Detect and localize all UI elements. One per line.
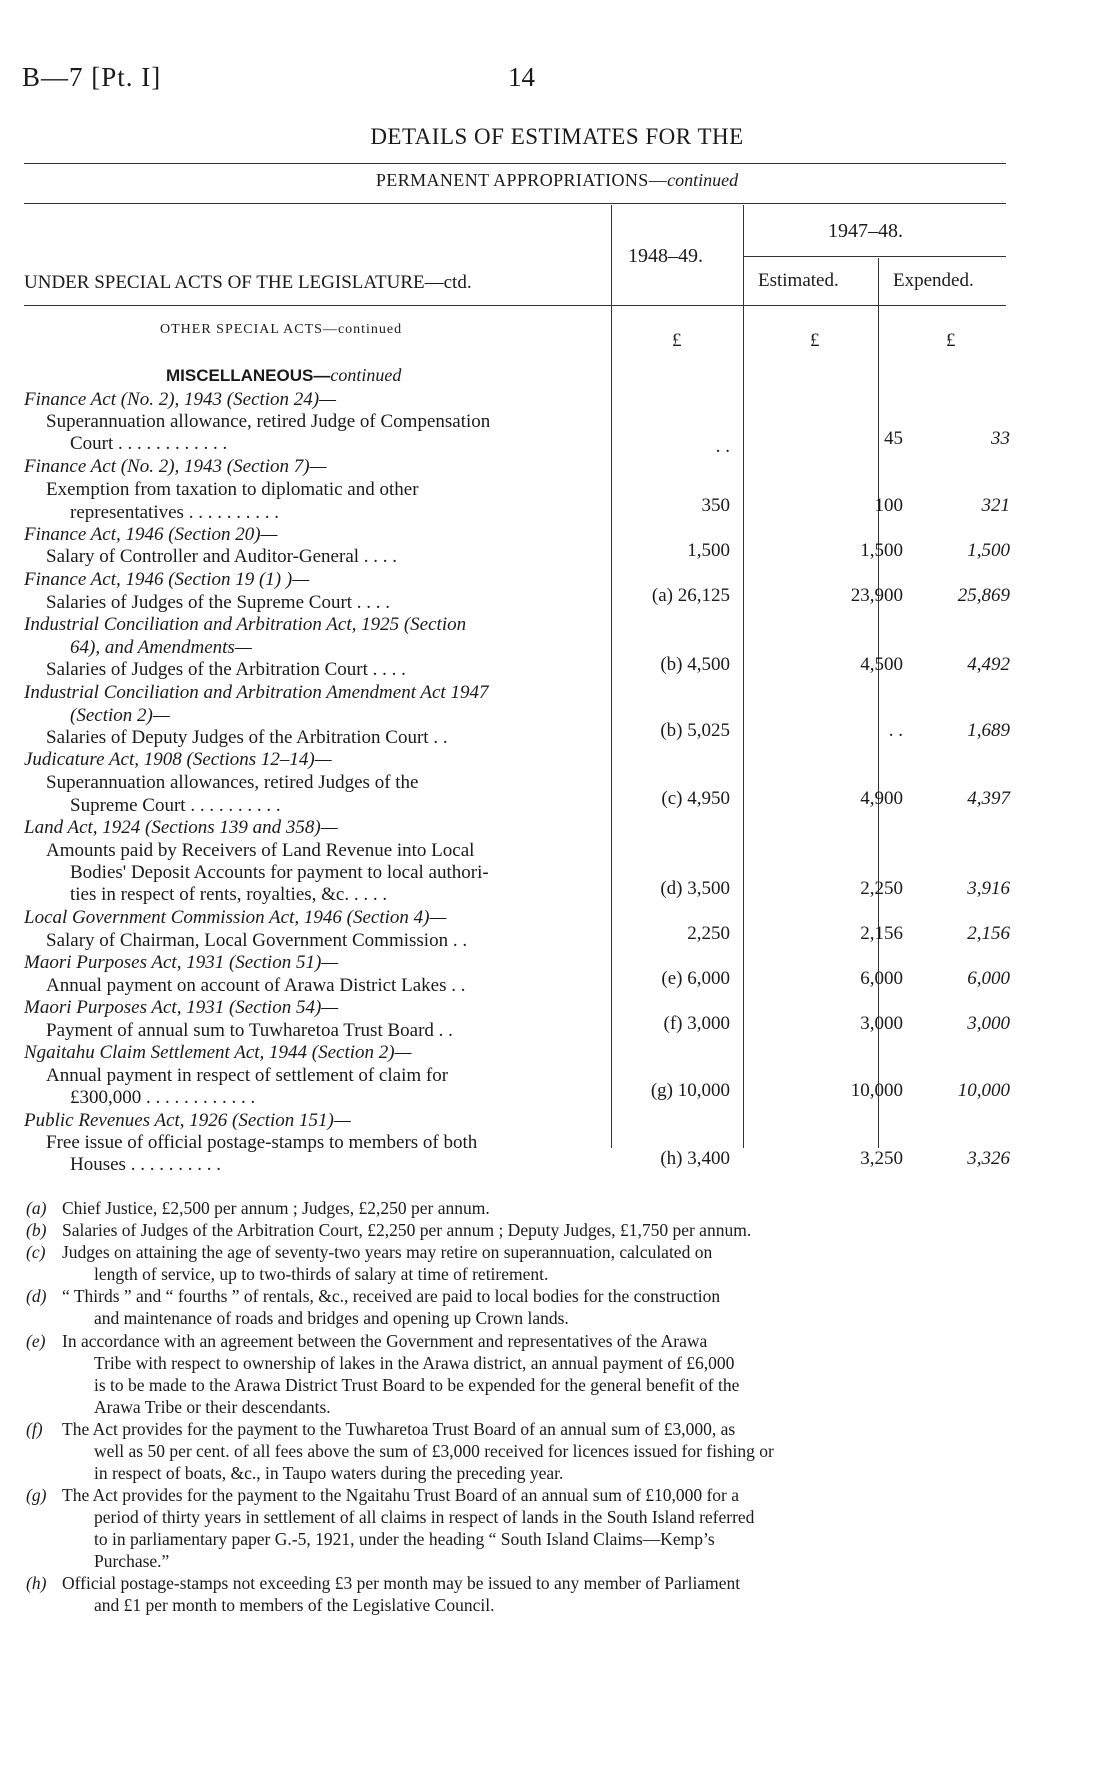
act-land-1924: Land Act, 1924 (Sections 139 and 358)— (24, 817, 338, 838)
column-1948-49: 1948–49. (628, 245, 703, 267)
act-maori-purposes-s51: Maori Purposes Act, 1931 (Section 51)— (24, 952, 339, 973)
item-text: (Section 2)— (70, 705, 170, 726)
item-text: Superannuation allowance, retired Judge of Compensation (46, 411, 491, 432)
footnote-b (26, 1220, 751, 1241)
amount-estimated: 3,250 (860, 1148, 903, 1169)
amount-1948-49: (f) 3,000 (663, 1013, 730, 1034)
footnote-e (26, 1331, 707, 1352)
document-reference: B—7 [Pt. I] (22, 62, 162, 92)
footnote-g (26, 1485, 739, 1506)
amount-estimated: 4,500 (860, 654, 903, 675)
amount-estimated: 6,000 (860, 968, 903, 989)
amount-expended: 6,000 (967, 968, 1010, 989)
act-judicature-1908: Judicature Act, 1908 (Sections 12–14)— (24, 749, 332, 770)
amount-expended: 3,916 (967, 878, 1010, 899)
amount-expended: 2,156 (967, 923, 1010, 944)
amount-1948-49: (c) 4,950 (661, 788, 730, 809)
amount-1948-49: 1,500 (687, 540, 730, 561)
amount-1948-49: 350 (701, 495, 730, 516)
amount-estimated: . . (888, 720, 903, 741)
footnote-text: Official postage-stamps not exceeding £3 per month may be issued to any member of Parliament (62, 1573, 741, 1593)
amount-expended: 25,869 (957, 585, 1010, 606)
item-text: 64), and Amendments— (70, 637, 252, 658)
footnote-text: Purchase.” (94, 1551, 170, 1571)
footnote-label: (e) (26, 1331, 46, 1351)
footnote-text: length of service, up to two-thirds of salary at time of retirement. (94, 1264, 549, 1284)
item-text: Payment of annual sum to Tuwharetoa Trust Board . . (46, 1020, 453, 1041)
footnote-text: Salaries of Judges of the Arbitration Court, £2,250 per annum ; Deputy Judges, £1,750 per annum. (62, 1220, 752, 1240)
footnote-text: is to be made to the Arawa District Trust Board to be expended for the general benefit of the (94, 1375, 740, 1395)
amount-expended: 321 (981, 495, 1010, 516)
item-text: Free issue of official postage-stamps to members of both (46, 1132, 478, 1153)
item-text: Annual payment in respect of settlement of claim for (46, 1065, 449, 1086)
amount-expended: 4,492 (967, 654, 1010, 675)
column-head-rule (24, 305, 1006, 306)
page-subtitle (0, 170, 1114, 191)
amount-expended: 3,000 (967, 1013, 1010, 1034)
footnote-f (26, 1419, 735, 1440)
footnote-text: Judges on attaining the age of seventy-two years may retire on superannuation, calculated on (62, 1242, 713, 1262)
footnote-text: and £1 per month to members of the Legislative Council. (94, 1595, 495, 1615)
amount-1948-49: (h) 3,400 (660, 1148, 730, 1169)
footnote-a (26, 1198, 490, 1219)
amount-estimated: 23,900 (850, 585, 903, 606)
amount-1948-49: (b) 4,500 (660, 654, 730, 675)
subtitle-rule (24, 203, 1006, 204)
amount-expended: 1,689 (967, 720, 1010, 741)
subheading-miscellaneous (166, 365, 401, 386)
act-ngaitahu-1944: Ngaitahu Claim Settlement Act, 1944 (Section 2)— (24, 1042, 412, 1063)
item-text: Court . . . . . . . . . . . . (70, 433, 228, 454)
column-group-rule (743, 256, 1006, 257)
amount-expended: 4,397 (967, 788, 1010, 809)
amount-estimated: 2,250 (860, 878, 903, 899)
item-text: Annual payment on account of Arawa District Lakes . . (46, 975, 466, 996)
amount-estimated: 4,900 (860, 788, 903, 809)
footnote-text: In accordance with an agreement between the Government and representatives of the Arawa (62, 1331, 708, 1351)
act-finance-1943-s7: Finance Act (No. 2), 1943 (Section 7)— (24, 456, 327, 477)
footnote-text: Arawa Tribe or their descendants. (94, 1397, 331, 1417)
act-maori-purposes-s54: Maori Purposes Act, 1931 (Section 54)— (24, 997, 339, 1018)
amount-1948-49: 2,250 (687, 923, 730, 944)
footnote-label: (b) (26, 1220, 47, 1240)
column-divider-1 (611, 205, 612, 1148)
item-text: Salaries of Deputy Judges of the Arbitration Court . . (46, 727, 448, 748)
footnote-text: period of thirty years in settlement of all claims in respect of lands in the South Island referred (94, 1507, 755, 1527)
currency-expended: £ (946, 330, 956, 351)
item-text: Exemption from taxation to diplomatic and other (46, 479, 419, 500)
item-text: Salaries of Judges of the Arbitration Court . . . . (46, 659, 406, 680)
footnote-label: (a) (26, 1198, 47, 1218)
item-text: Bodies' Deposit Accounts for payment to local authori- (70, 862, 489, 883)
footnote-label: (g) (26, 1485, 47, 1505)
column-1947-48: 1947–48. (828, 220, 903, 242)
item-text: £300,000 . . . . . . . . . . . . (70, 1087, 256, 1108)
amount-1948-49: (a) 26,125 (651, 585, 730, 606)
subheading-other-acts: OTHER SPECIAL ACTS—continued (160, 322, 403, 337)
amount-estimated: 45 (884, 428, 903, 449)
footnote-label: (d) (26, 1286, 47, 1306)
misc-continued: continued (330, 365, 402, 385)
footnote-text: well as 50 per cent. of all fees above the sum of £3,000 received for licences issued for fishing or (94, 1441, 774, 1461)
act-industrial-conciliation-1947: Industrial Conciliation and Arbitration Amendment Act 1947 (24, 682, 489, 703)
item-text: Superannuation allowances, retired Judges of the (46, 772, 419, 793)
footnote-text: and maintenance of roads and bridges and opening up Crown lands. (94, 1308, 569, 1328)
footnote-label: (f) (26, 1419, 43, 1439)
subtitle-continued: continued (667, 170, 739, 190)
currency-estimated: £ (810, 330, 820, 351)
column-divider-2 (743, 205, 744, 1148)
amount-expended: 1,500 (967, 540, 1010, 561)
column-estimated: Estimated. (758, 270, 839, 291)
page-title: DETAILS OF ESTIMATES FOR THE (370, 124, 744, 149)
footnote-text: “ Thirds ” and “ fourths ” of rentals, &c., received are paid to local bodies for the construction (62, 1286, 721, 1306)
amount-expended: 33 (991, 428, 1010, 449)
footnote-text: to in parliamentary paper G.-5, 1921, under the heading “ South Island Claims—Kemp’s (94, 1529, 715, 1549)
page-number: 14 (508, 62, 535, 92)
footnote-text: Tribe with respect to ownership of lakes in the Arawa district, an annual payment of £6,000 (94, 1353, 735, 1373)
amount-expended: 10,000 (957, 1080, 1010, 1101)
footnote-h (26, 1573, 740, 1594)
item-text: Salary of Chairman, Local Government Commission . . (46, 930, 468, 951)
amount-estimated: 100 (874, 495, 903, 516)
title-rule (24, 163, 1006, 164)
footnote-c (26, 1242, 712, 1263)
amount-1948-49: (g) 10,000 (650, 1080, 730, 1101)
footnote-text: The Act provides for the payment to the Ngaitahu Trust Board of an annual sum of £10,000 for a (62, 1485, 740, 1505)
footnote-d (26, 1286, 720, 1307)
act-finance-1943-s24: Finance Act (No. 2), 1943 (Section 24)— (24, 389, 337, 410)
amount-1948-49: (b) 5,025 (660, 720, 730, 741)
act-finance-1946-s19: Finance Act, 1946 (Section 19 (1) )— (24, 569, 310, 590)
amount-expended: 3,326 (967, 1148, 1010, 1169)
misc-label: MISCELLANEOUS— (166, 366, 331, 385)
amount-1948-49: (e) 6,000 (661, 968, 730, 989)
act-local-government-1946: Local Government Commission Act, 1946 (Section 4)— (24, 907, 447, 928)
section-heading: UNDER SPECIAL ACTS OF THE LEGISLATURE—ctd. (24, 272, 472, 293)
amount-1948-49: . . (715, 436, 730, 457)
item-text: Amounts paid by Receivers of Land Revenue into Local (46, 840, 475, 861)
act-public-revenues-1926: Public Revenues Act, 1926 (Section 151)— (24, 1110, 351, 1131)
item-text: Salary of Controller and Auditor-General . . . . (46, 546, 398, 567)
footnote-text: in respect of boats, &c., in Taupo waters during the preceding year. (94, 1463, 564, 1483)
amount-estimated: 3,000 (860, 1013, 903, 1034)
currency-1948-49: £ (672, 330, 682, 351)
item-text: representatives . . . . . . . . . . (70, 502, 279, 523)
amount-estimated: 1,500 (860, 540, 903, 561)
column-expended: Expended. (893, 270, 974, 291)
footnote-text: Chief Justice, £2,500 per annum ; Judges, £2,250 per annum. (62, 1198, 490, 1218)
item-text: ties in respect of rents, royalties, &c. . . . . (70, 884, 388, 905)
item-text: Supreme Court . . . . . . . . . . (70, 795, 281, 816)
amount-estimated: 10,000 (850, 1080, 903, 1101)
amount-1948-49: (d) 3,500 (660, 878, 730, 899)
act-industrial-conciliation-1925: Industrial Conciliation and Arbitration Act, 1925 (Section (24, 614, 467, 635)
footnote-label: (c) (26, 1242, 46, 1262)
amount-estimated: 2,156 (860, 923, 903, 944)
subtitle-main: PERMANENT APPROPRIATIONS— (375, 170, 668, 190)
act-finance-1946-s20: Finance Act, 1946 (Section 20)— (24, 524, 278, 545)
item-text: Houses . . . . . . . . . . (70, 1154, 221, 1175)
item-text: Salaries of Judges of the Supreme Court . . . . (46, 592, 391, 613)
footnote-label: (h) (26, 1573, 47, 1593)
footnote-text: The Act provides for the payment to the Tuwharetoa Trust Board of an annual sum of £3,000, as (62, 1419, 736, 1439)
